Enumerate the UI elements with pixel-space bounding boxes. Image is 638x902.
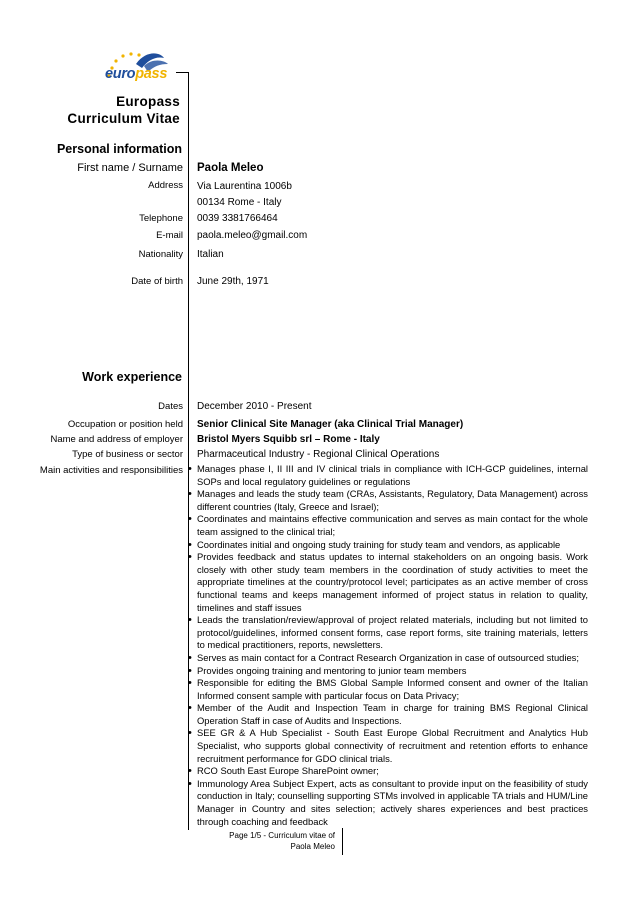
sector-label: Type of business or sector — [72, 449, 183, 460]
employer-value: Bristol Myers Squibb srl – Rome - Italy — [197, 434, 380, 445]
address-label: Address — [148, 180, 183, 191]
address-line2: 00134 Rome - Italy — [197, 197, 282, 208]
work-experience-heading: Work experience — [82, 370, 182, 384]
activities-label: Main activities and responsibilities — [39, 465, 183, 476]
activity-item: • Manages phase I, II III and IV clinical trials in compliance with ICH-GCP guidelines, internal SOPs and local regulatory guidelines or regulations — [188, 463, 588, 488]
name-label: First name / Surname — [77, 162, 183, 174]
email-value: paola.meleo@gmail.com — [197, 230, 308, 241]
page-footer — [225, 830, 335, 852]
nationality-value: Italian — [197, 249, 224, 260]
activity-item: • Provides ongoing training and mentoring to junior team members — [188, 665, 588, 678]
activity-item: • RCO South East Europe SharePoint owner; — [188, 765, 588, 778]
dates-label: Dates — [158, 401, 183, 412]
activities-list — [188, 463, 588, 828]
cv-title-line1: Europass — [116, 94, 180, 109]
activity-item: • Manages and leads the study team (CRAs, Assistants, Regulatory, Data Management) across different countries (Italy, Greece and Israel); — [188, 488, 588, 513]
footer-line2: Paola Meleo — [290, 842, 335, 851]
dob-value: June 29th, 1971 — [197, 276, 269, 287]
telephone-label: Telephone — [139, 213, 183, 224]
activity-item: • Immunology Area Subject Expert, acts as consultant to provide input on the feasibility of study conduction in Italy; counselling supporting STMs involved in applicable TA trials and HUM/Line Manager in Country and sites selection; actively shares experiences and best practices through coaching and feedback — [188, 778, 588, 828]
occupation-value: Senior Clinical Site Manager (aka Clinical Trial Manager) — [197, 419, 464, 430]
europass-logo: europass — [105, 66, 168, 82]
footer-divider — [342, 828, 343, 855]
activity-item: • Leads the translation/review/approval of project related materials, including but not limited to protocol/guidelines, informed consent forms, case report forms, site training materials, letters to medical practitioners, reports, newsletters. — [188, 614, 588, 652]
full-name: Paola Meleo — [197, 162, 264, 174]
cv-title-line2: Curriculum Vitae — [67, 111, 180, 126]
activity-item: • Coordinates and maintains effective communication and serves as main contact for the whole team assigned to the clinical trial; — [188, 513, 588, 538]
nationality-label: Nationality — [138, 249, 183, 260]
activity-item: • Member of the Audit and Inspection Team in charge for training BMS Regional Clinical Operation Staff in case of Audits and Inspections. — [188, 702, 588, 727]
address-line1: Via Laurentina 1006b — [197, 181, 292, 192]
activity-item: • Provides feedback and status updates to internal stakeholders on an ongoing basis. Work closely with other study team members in the coordination of study activities to meet the appropriate timelines at the country/protocol level; participates as an active member of cross functional teams and keeps management informed of project status in relation to quality, timelines and staff issues — [188, 551, 588, 614]
dob-label: Date of birth — [131, 276, 183, 287]
footer-line1: Page 1/5 - Curriculum vitae of — [229, 831, 335, 840]
activity-item: • Serves as main contact for a Contract Research Organization in case of outsourced studies; — [188, 652, 588, 665]
telephone-value: 0039 3381766464 — [197, 213, 278, 224]
activity-item: • Responsible for editing the BMS Global Sample Informed consent and owner of the Italian Informed consent sample with particular focus on Data Privacy; — [188, 677, 588, 702]
email-label: E-mail — [156, 230, 183, 241]
personal-info-heading: Personal information — [56, 142, 182, 156]
employer-label: Name and address of employer — [50, 434, 183, 445]
dates-value: December 2010 - Present — [197, 401, 312, 412]
activity-item: • SEE GR & A Hub Specialist - South East Europe Global Recruitment and Analytics Hub Specialist, who supports global connectivity of recruitment and retention efforts to enhance recruitment performance for GDO clinical trials. — [188, 727, 588, 765]
activity-item: • Coordinates initial and ongoing study training for study team and vendors, as applicable — [188, 539, 588, 552]
occupation-label: Occupation or position held — [67, 419, 183, 430]
sector-value: Pharmaceutical Industry - Regional Clinical Operations — [197, 449, 440, 460]
